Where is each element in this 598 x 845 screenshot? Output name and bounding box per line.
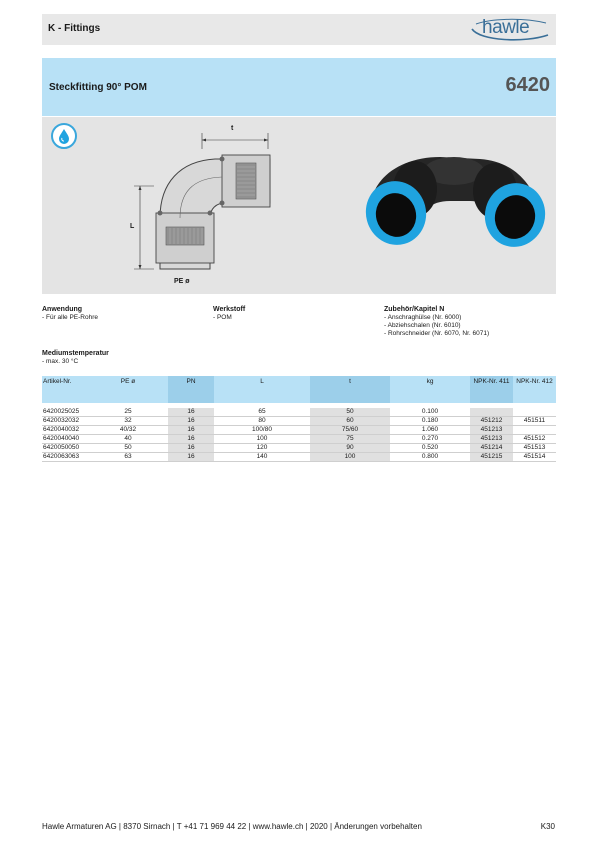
column-header: Artikel-Nr.	[42, 376, 88, 403]
table-cell: 16	[168, 426, 214, 435]
table-cell: 0.100	[390, 408, 470, 417]
medium-item: - max. 30 °C	[42, 358, 79, 365]
werkstoff-item: - POM	[213, 314, 232, 321]
table-header-row	[42, 376, 556, 403]
table-cell: 6420040032	[42, 426, 88, 435]
zubehoer-item: - Rohrschneider (Nr. 6070, Nr. 6071)	[384, 330, 490, 337]
zubehoer-item: - Abziehschalen (Nr. 6010)	[384, 322, 461, 329]
werkstoff-title: Werkstoff	[213, 306, 246, 313]
table-cell: 75/60	[310, 426, 390, 435]
product-code: 6420	[505, 74, 550, 96]
table-cell: 16	[168, 417, 214, 426]
section-title: K - Fittings	[48, 23, 101, 34]
hawle-logo	[470, 15, 550, 44]
column-header: L	[214, 376, 310, 403]
table-cell: 0.520	[390, 444, 470, 453]
technical-drawing	[130, 123, 290, 291]
column-header: PE ø	[88, 376, 168, 403]
table-cell: 40/32	[88, 426, 168, 435]
medium-title: Mediumstemperatur	[42, 350, 109, 357]
table-cell: 451215	[470, 453, 513, 462]
table-cell: 451514	[513, 453, 556, 462]
table-cell: 120	[214, 444, 310, 453]
table-cell: 32	[88, 417, 168, 426]
column-header: NPK-Nr. 412	[513, 376, 556, 403]
table-cell: 451214	[470, 444, 513, 453]
table-cell: 0.180	[390, 417, 470, 426]
table-cell: 50	[310, 408, 390, 417]
table-row	[42, 444, 556, 453]
footer-text: Hawle Armaturen AG | 8370 Sirnach | T +41 71 969 44 22 | www.hawle.ch | 2020 | Änderungen vorbehalten	[42, 822, 422, 831]
pe-diameter-label: PE ø	[174, 278, 190, 285]
column-header: NPK-Nr. 411	[470, 376, 513, 403]
table-cell: 6420050050	[42, 444, 88, 453]
zubehoer-section	[384, 306, 489, 338]
page-number: K30	[540, 822, 555, 831]
table-row	[42, 453, 556, 462]
table-cell: 100	[310, 453, 390, 462]
product-title-bar	[42, 58, 556, 116]
table-cell	[470, 408, 513, 417]
table-cell: 140	[214, 453, 310, 462]
table-cell	[513, 408, 556, 417]
column-header: kg	[390, 376, 470, 403]
table-cell: 63	[88, 453, 168, 462]
table-cell: 451512	[513, 435, 556, 444]
table-cell: 65	[214, 408, 310, 417]
table-cell: 40	[88, 435, 168, 444]
anwendung-item: - Für alle PE-Rohre	[42, 314, 98, 321]
table-cell: 6420025025	[42, 408, 88, 417]
table-cell: 6420063063	[42, 453, 88, 462]
table-cell: 451213	[470, 435, 513, 444]
table-cell: 1.060	[390, 426, 470, 435]
table-cell: 50	[88, 444, 168, 453]
table-cell: 451513	[513, 444, 556, 453]
medium-section	[42, 350, 109, 366]
table-cell: 16	[168, 435, 214, 444]
table-row	[42, 408, 556, 417]
table-cell: 100	[214, 435, 310, 444]
table-cell: 90	[310, 444, 390, 453]
table-cell: 80	[214, 417, 310, 426]
table-cell	[513, 426, 556, 435]
table-cell: 6420032032	[42, 417, 88, 426]
product-photo	[360, 139, 550, 274]
product-table	[42, 376, 556, 462]
table-cell: 451212	[470, 417, 513, 426]
table-row	[42, 426, 556, 435]
dimension-t-label: t	[231, 125, 234, 132]
table-cell: 16	[168, 453, 214, 462]
header-bar	[42, 14, 556, 45]
zubehoer-title: Zubehör/Kapitel N	[384, 306, 445, 313]
werkstoff-section	[213, 306, 245, 322]
column-header: t	[310, 376, 390, 403]
anwendung-title: Anwendung	[42, 306, 83, 313]
logo-text: hawle	[482, 17, 530, 38]
table-cell: 75	[310, 435, 390, 444]
table-cell: 25	[88, 408, 168, 417]
table-row	[42, 435, 556, 444]
water-drop-icon	[51, 123, 77, 149]
table-cell: 0.270	[390, 435, 470, 444]
table-cell: 100/80	[214, 426, 310, 435]
product-image-panel	[42, 117, 556, 294]
dimension-l-label: L	[130, 223, 135, 230]
table-cell: 60	[310, 417, 390, 426]
table-cell: 451511	[513, 417, 556, 426]
anwendung-section	[42, 306, 98, 322]
product-name: Steckfitting 90° POM	[49, 82, 147, 93]
table-cell: 0.800	[390, 453, 470, 462]
table-row	[42, 417, 556, 426]
column-header: PN	[168, 376, 214, 403]
table-cell: 451213	[470, 426, 513, 435]
table-cell: 16	[168, 444, 214, 453]
table-cell: 16	[168, 408, 214, 417]
zubehoer-item: - Anschraghülse (Nr. 6000)	[384, 314, 462, 321]
table-cell: 6420040040	[42, 435, 88, 444]
